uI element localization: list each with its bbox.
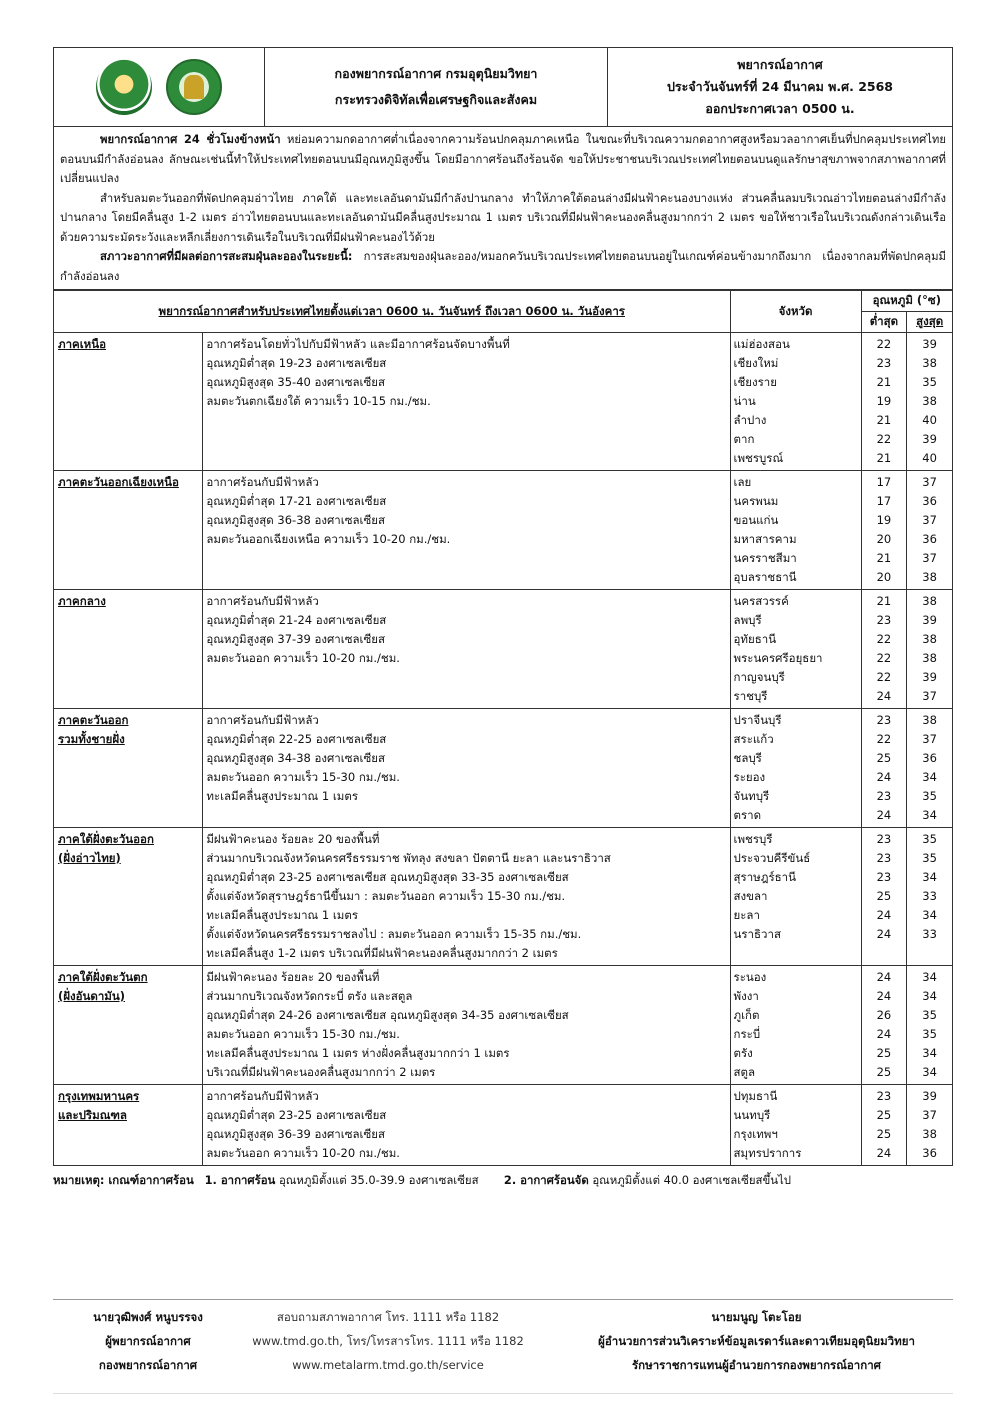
contact-service-link[interactable]: www.metalarm.tmd.go.th/service (292, 1358, 484, 1372)
min-temp-value: 19 (876, 394, 892, 408)
max-temp-value: 36 (922, 751, 937, 765)
province-name: ปราจีนบุรี (733, 713, 782, 727)
logo-area (54, 48, 265, 126)
min-temp-value: 22 (876, 732, 892, 746)
max-temp-value: 37 (922, 689, 937, 703)
min-temp-value: 23 (876, 851, 892, 865)
min-temp-value: 25 (876, 1108, 892, 1122)
province-name: นนทบุรี (733, 1108, 771, 1122)
synopsis-paragraph-3 (60, 247, 946, 286)
min-temp-value: 23 (876, 1089, 892, 1103)
province-name: เพชรบูรณ์ (733, 451, 784, 465)
province-name: เชียงใหม่ (733, 356, 779, 370)
province-cell (730, 966, 861, 1085)
province-name: ยะลา (733, 908, 760, 922)
forecast-line: ลมตะวันออก ความเร็ว 15-30 กม./ชม. (206, 770, 400, 784)
province-name: มหาสารคาม (733, 532, 797, 546)
province-name: นครราชสีมา (733, 551, 797, 565)
table-row (54, 471, 953, 590)
province-name: ตราด (733, 808, 762, 822)
max-temp-value: 37 (922, 551, 937, 565)
min-temp-value: 21 (876, 375, 892, 389)
max-temp-value: 38 (922, 651, 937, 665)
max-temp-value: 37 (922, 1108, 937, 1122)
max-temp-value: 37 (922, 732, 937, 746)
dust-heading: สภาวะอากาศที่มีผลต่อการสะสมฝุ่นละอองในระยะนี้: (100, 250, 353, 263)
region-forecast-cell (203, 709, 730, 828)
min-temp-cell (861, 333, 907, 471)
document-header (53, 47, 953, 127)
forecast-table-body (54, 333, 953, 1166)
forecast-line: มีฝนฟ้าคะนอง ร้อยละ 20 ของพื้นที่ (206, 832, 380, 846)
forecast-line: ตั้งแต่จังหวัดนครศรีธรรมราชลงไป : ลมตะวันออก ความเร็ว 15-35 กม./ชม. (206, 927, 582, 941)
forecast-document (53, 47, 953, 1190)
max-temp-value: 38 (922, 570, 937, 584)
province-name: สมุทรปราการ (733, 1146, 802, 1160)
max-temp-value: 35 (922, 851, 937, 865)
min-temp-value: 19 (876, 513, 892, 527)
min-temp-cell (861, 1085, 907, 1166)
table-row (54, 709, 953, 828)
min-temp-cell (861, 966, 907, 1085)
region-name: ภาคใต้ฝั่งตะวันตก (58, 970, 148, 984)
footer-divider (53, 1299, 953, 1300)
forecast-line: ลมตะวันออก ความเร็ว 10-20 กม./ชม. (206, 1146, 400, 1160)
region-name: ภาคตะวันออก (58, 713, 129, 727)
issue-time: ออกประกาศเวลา 0500 น. (705, 101, 855, 116)
province-name: ตรัง (733, 1046, 753, 1060)
hot-criteria-text: อุณหภูมิตั้งแต่ 35.0-39.9 องศาเซลเซียส (275, 1173, 479, 1187)
province-cell (730, 828, 861, 966)
forecaster-signature (53, 1305, 243, 1377)
forecast-line: ส่วนมากบริเวณจังหวัดนครศรีธรรมราช พัทลุง สงขลา ปัตตานี ยะลา และนราธิวาส (206, 851, 611, 865)
max-temp-value: 36 (922, 494, 937, 508)
max-temp-header: สูงสุด (907, 312, 953, 333)
max-temp-value: 37 (922, 513, 937, 527)
region-forecast-cell (203, 590, 730, 709)
forecast-line: อุณหภูมิต่ำสุด 19-23 องศาเซลเซียส (206, 356, 387, 370)
max-temp-value: 38 (922, 356, 937, 370)
forecast-line: ลมตะวันออก ความเร็ว 15-30 กม./ชม. (206, 1027, 400, 1041)
min-temp-value: 21 (876, 451, 892, 465)
province-name: สระแก้ว (733, 732, 774, 746)
synopsis-text-1: หย่อมความกดอากาศต่ำเนื่องจากความร้อนปกคลุมภาคเหนือ ในขณะที่บริเวณความกดอากาศสูงหรือมวลอากาศเย็นที่ปกคลุมประเทศไทยตอนบนมีกำลังอ่อนลง ลักษณะเช่นนี้ทำให้ประเทศไทยตอนบนมีอุณหภูมิสูงขึ้น โดยมีอากาศร้อนถึงร้อนจัด ขอให้ประชาชนบริเวณประเทศไทยตอนบนดูแลรักษาสุขภาพจากสภาพอากาศที่เปลี่ยนแปลง (60, 133, 946, 185)
province-cell (730, 471, 861, 590)
min-temp-value: 24 (876, 770, 892, 784)
max-temp-cell (907, 471, 953, 590)
province-name: ประจวบคีรีขันธ์ (733, 851, 811, 865)
forecaster-title: ผู้พยากรณ์อากาศ (105, 1334, 191, 1348)
region-subname: (ฝั่งอ่าวไทย) (58, 851, 121, 865)
province-name: ตาก (733, 432, 755, 446)
min-temp-value: 24 (876, 908, 892, 922)
forecast-line: อากาศร้อนโดยทั่วไปกับมีฟ้าหลัว และมีอากาศร้อนจัดบางพื้นที่ (206, 337, 510, 351)
forecast-line: ลมตะวันตกเฉียงใต้ ความเร็ว 10-15 กม./ชม. (206, 394, 431, 408)
province-name: ลำปาง (733, 413, 767, 427)
province-name: อุบลราชธานี (733, 570, 797, 584)
min-temp-value: 22 (876, 432, 892, 446)
max-temp-value: 33 (922, 927, 937, 941)
page-title: พยากรณ์อากาศ (737, 57, 823, 72)
region-name-cell (54, 471, 203, 590)
province-name: ภูเก็ต (733, 1008, 760, 1022)
tmd-logo-icon (166, 59, 222, 115)
director-title: ผู้อำนวยการส่วนวิเคราะห์ข้อมูลเรดาร์และดาวเทียมอุตุนิยมวิทยา (598, 1334, 915, 1348)
province-name: นครพนม (733, 494, 779, 508)
max-temp-value: 36 (922, 532, 937, 546)
contact-phone: สอบถามสภาพอากาศ โทร. 1111 หรือ 1182 (276, 1310, 500, 1324)
min-temp-value: 20 (876, 570, 892, 584)
forecast-line: อุณหภูมิสูงสุด 35-40 องศาเซลเซียส (206, 375, 386, 389)
min-temp-value: 25 (876, 1046, 892, 1060)
province-name: ชลบุรี (733, 751, 762, 765)
forecast-line: อุณหภูมิต่ำสุด 23-25 องศาเซลเซียส อุณหภูมิสูงสุด 33-35 องศาเซลเซียส (206, 870, 569, 884)
forecast-line: อุณหภูมิสูงสุด 37-39 องศาเซลเซียส (206, 632, 386, 646)
max-temp-value: 40 (922, 451, 937, 465)
forecast-line: อากาศร้อนกับมีฟ้าหลัว (206, 475, 319, 489)
region-name-cell (54, 590, 203, 709)
region-name: ภาคกลาง (58, 594, 106, 608)
director-name: นายมนูญ โตะโอย (711, 1310, 802, 1324)
forecast-line: ลมตะวันออก ความเร็ว 10-20 กม./ชม. (206, 651, 400, 665)
min-temp-value: 20 (876, 532, 892, 546)
forecast-line: อากาศร้อนกับมีฟ้าหลัว (206, 594, 319, 608)
min-temp-value: 24 (876, 1027, 892, 1041)
forecast-line: บริเวณที่มีฝนฟ้าคะนองคลื่นสูงมากกว่า 2 เมตร (206, 1065, 436, 1079)
max-temp-cell (907, 966, 953, 1085)
max-temp-value: 37 (922, 475, 937, 489)
max-temp-cell (907, 1085, 953, 1166)
min-temp-value: 24 (876, 808, 892, 822)
footnote (53, 1172, 953, 1190)
min-temp-value: 23 (876, 832, 892, 846)
province-name: กระบี่ (733, 1027, 761, 1041)
min-temp-value: 17 (876, 475, 892, 489)
min-temp-cell (861, 590, 907, 709)
max-temp-value: 35 (922, 832, 937, 846)
min-temp-value: 22 (876, 670, 892, 684)
min-temp-value: 21 (876, 413, 892, 427)
very-hot-criteria-label: 2. อากาศร้อนจัด (503, 1173, 589, 1187)
forecast-line: ทะเลมีคลื่นสูงประมาณ 1 เมตร ห่างฝั่งคลื่นสูงมากกว่า 1 เมตร (206, 1046, 510, 1060)
forecast-line: อุณหภูมิต่ำสุด 24-26 องศาเซลเซียส อุณหภูมิสูงสุด 34-35 องศาเซลเซียส (206, 1008, 569, 1022)
forecast-date: ประจำวันจันทร์ที่ 24 มีนาคม พ.ศ. 2568 (666, 79, 893, 94)
province-name: ลพบุรี (733, 613, 762, 627)
forecast-table (53, 290, 953, 1166)
forecast-line: อุณหภูมิสูงสุด 34-38 องศาเซลเซียส (206, 751, 386, 765)
max-temp-value: 35 (922, 1008, 937, 1022)
forecast-line: ทะเลมีคลื่นสูงประมาณ 1 เมตร (206, 789, 359, 803)
max-temp-value: 35 (922, 789, 937, 803)
forecast-line: อุณหภูมิต่ำสุด 21-24 องศาเซลเซียส (206, 613, 387, 627)
province-name: กรุงเทพฯ (733, 1127, 778, 1141)
min-temp-value: 25 (876, 1127, 892, 1141)
province-name: จันทบุรี (733, 789, 770, 803)
min-temp-value: 23 (876, 713, 892, 727)
max-temp-value: 40 (922, 413, 937, 427)
min-temp-value: 23 (876, 613, 892, 627)
synopsis-text-2: สำหรับลมตะวันออกที่พัดปกคลุมอ่าวไทย ภาคใต้ และทะเลอันดามันมีกำลังปานกลาง ทำให้ภาคใต้ตอนล่างมีฝนฟ้าคะนองบางแห่ง ส่วนคลื่นลมบริเวณอ่าวไทยตอนล่างมีกำลังปานกลาง โดยมีคลื่นสูง 1-2 เมตร อ่าวไทยตอนบนและทะเลอันดามันมีคลื่นสูงประมาณ 1 เมตร บริเวณที่มีฝนฟ้าคะนองคลื่นสูงมากกว่า 2 เมตร ขอให้ชาวเรือในบริเวณดังกล่าวเดินเรือด้วยความระมัดระวังและหลีกเลี่ยงการเดินเรือในบริเวณที่มีฝนฟ้าคะนองไว้ด้วย (60, 191, 946, 244)
province-cell (730, 709, 861, 828)
table-row (54, 333, 953, 471)
min-temp-cell (861, 709, 907, 828)
region-subname: (ฝั่งอันดามัน) (58, 989, 126, 1003)
department-block (265, 48, 608, 126)
forecast-line: ทะเลมีคลื่นสูงประมาณ 1 เมตร (206, 908, 359, 922)
region-subname: และปริมณฑล (58, 1108, 127, 1122)
max-temp-value: 38 (922, 713, 937, 727)
region-name: ภาคเหนือ (58, 337, 107, 351)
max-temp-value: 39 (922, 670, 937, 684)
max-temp-value: 33 (922, 889, 937, 903)
region-name: ภาคตะวันออกเฉียงเหนือ (58, 475, 179, 489)
max-temp-cell (907, 333, 953, 471)
max-temp-value: 34 (922, 808, 937, 822)
max-temp-value: 34 (922, 1046, 937, 1060)
max-temp-value: 35 (922, 1027, 937, 1041)
region-name-cell (54, 1085, 203, 1166)
min-temp-value: 21 (876, 594, 892, 608)
forecast-line: อุณหภูมิสูงสุด 36-38 องศาเซลเซียส (206, 513, 386, 527)
province-name: สงขลา (733, 889, 768, 903)
province-name: เพชรบุรี (733, 832, 773, 846)
province-name: ขอนแก่น (733, 513, 779, 527)
temperature-header: อุณหภูมิ (°ซ) (861, 291, 952, 312)
region-subname: รวมทั้งชายฝั่ง (58, 732, 125, 746)
min-temp-value: 26 (876, 1008, 892, 1022)
region-forecast-cell (203, 333, 730, 471)
max-temp-cell (907, 709, 953, 828)
title-block (608, 48, 952, 126)
table-row (54, 966, 953, 1085)
max-temp-value: 39 (922, 337, 937, 351)
forecaster-name: นายวุฒิพงศ์ หนูบรรจง (93, 1310, 203, 1324)
min-temp-value: 25 (876, 751, 892, 765)
province-name: เชียงราย (733, 375, 777, 389)
max-temp-value: 39 (922, 1089, 937, 1103)
min-temp-value: 17 (876, 494, 892, 508)
max-temp-value: 34 (922, 1065, 937, 1079)
min-temp-value: 23 (876, 870, 892, 884)
table-row (54, 590, 953, 709)
max-temp-cell (907, 590, 953, 709)
max-temp-value: 38 (922, 1127, 937, 1141)
region-name-cell (54, 966, 203, 1085)
region-forecast-cell (203, 1085, 730, 1166)
forecast-line: ลมตะวันออกเฉียงเหนือ ความเร็ว 10-20 กม./ชม. (206, 532, 451, 546)
min-temp-value: 23 (876, 789, 892, 803)
province-cell (730, 1085, 861, 1166)
min-temp-value: 22 (876, 337, 892, 351)
region-name: กรุงเทพมหานคร (58, 1089, 140, 1103)
very-hot-criteria-text: อุณหภูมิตั้งแต่ 40.0 องศาเซลเซียสขึ้นไป (588, 1173, 791, 1187)
region-name: ภาคใต้ฝั่งตะวันออก (58, 832, 154, 846)
province-name: เลย (733, 475, 752, 489)
province-header: จังหวัด (730, 291, 861, 333)
forecaster-dept: กองพยากรณ์อากาศ (98, 1358, 198, 1372)
max-temp-value: 38 (922, 632, 937, 646)
synopsis-heading: พยากรณ์อากาศ 24 ชั่วโมงข้างหน้า (100, 133, 281, 146)
max-temp-value: 34 (922, 989, 937, 1003)
min-temp-value: 22 (876, 651, 892, 665)
min-temp-value: 21 (876, 551, 892, 565)
min-temp-header: ต่ำสุด (861, 312, 907, 333)
max-temp-value: 34 (922, 970, 937, 984)
min-temp-value: 23 (876, 356, 892, 370)
region-forecast-cell (203, 471, 730, 590)
forecast-line: อุณหภูมิต่ำสุด 23-25 องศาเซลเซียส (206, 1108, 387, 1122)
province-name: นครสวรรค์ (733, 594, 789, 608)
synopsis (53, 127, 953, 290)
footnote-label: หมายเหตุ: เกณฑ์อากาศร้อน (53, 1173, 194, 1187)
min-temp-value: 22 (876, 632, 892, 646)
department-name: กองพยากรณ์อากาศ กรมอุตุนิยมวิทยา (334, 66, 538, 81)
table-row (54, 1085, 953, 1166)
max-temp-cell (907, 828, 953, 966)
province-name: อุทัยธานี (733, 632, 777, 646)
province-name: ระนอง (733, 970, 767, 984)
forecast-line: ส่วนมากบริเวณจังหวัดกระบี่ ตรัง และสตูล (206, 989, 413, 1003)
min-temp-value: 25 (876, 1065, 892, 1079)
province-name: แม่ฮ่องสอน (733, 337, 790, 351)
dust-text: การสะสมของฝุ่นละออง/หมอกควันบริเวณประเทศไทยตอนบนอยู่ในเกณฑ์ค่อนข้างมากถึงมาก เนื่องจากลมที่พัดปกคลุมมีกำลังอ่อนลง (60, 250, 946, 283)
max-temp-value: 36 (922, 1146, 937, 1160)
synopsis-paragraph-2 (60, 189, 946, 248)
contact-website[interactable]: www.tmd.go.th, โทร/โทรสารโทร. 1111 หรือ 1182 (252, 1334, 524, 1348)
max-temp-value: 38 (922, 594, 937, 608)
director-acting-title: รักษาราชการแทนผู้อำนวยการกองพยากรณ์อากาศ (632, 1358, 881, 1372)
forecast-line: ตั้งแต่จังหวัดสุราษฎร์ธานีขึ้นมา : ลมตะวันออก ความเร็ว 15-30 กม./ชม. (206, 889, 566, 903)
max-temp-value: 39 (922, 613, 937, 627)
max-temp-value: 34 (922, 908, 937, 922)
province-name: สตูล (733, 1065, 756, 1079)
forecast-line: มีฝนฟ้าคะนอง ร้อยละ 20 ของพื้นที่ (206, 970, 380, 984)
max-temp-value: 39 (922, 432, 937, 446)
page-bottom-divider (53, 1393, 953, 1394)
hot-criteria-label: 1. อากาศร้อน (204, 1173, 276, 1187)
province-name: สุราษฎร์ธานี (733, 870, 796, 884)
min-temp-cell (861, 828, 907, 966)
min-temp-value: 24 (876, 1146, 892, 1160)
forecast-line: อุณหภูมิต่ำสุด 17-21 องศาเซลเซียส (206, 494, 387, 508)
province-name: ปทุมธานี (733, 1089, 778, 1103)
ministry-logo-icon (96, 59, 152, 115)
max-temp-value: 34 (922, 870, 937, 884)
min-temp-value: 24 (876, 689, 892, 703)
province-name: น่าน (733, 394, 756, 408)
forecast-line: อากาศร้อนกับมีฟ้าหลัว (206, 1089, 319, 1103)
min-temp-value: 24 (876, 970, 892, 984)
province-name: นราธิวาส (733, 927, 781, 941)
ministry-name: กระทรวงดิจิทัลเพื่อเศรษฐกิจและสังคม (334, 92, 538, 107)
region-name-cell (54, 828, 203, 966)
province-name: ระยอง (733, 770, 766, 784)
contact-info (243, 1305, 533, 1377)
forecast-line: ทะเลมีคลื่นสูง 1-2 เมตร บริเวณที่มีฝนฟ้าคะนองคลื่นสูงมากกว่า 2 เมตร (206, 946, 558, 960)
region-name-cell (54, 333, 203, 471)
table-row (54, 828, 953, 966)
synopsis-paragraph-1 (60, 130, 946, 189)
region-forecast-cell (203, 828, 730, 966)
forecast-line: อากาศร้อนกับมีฟ้าหลัว (206, 713, 319, 727)
max-temp-value: 35 (922, 375, 937, 389)
min-temp-value: 25 (876, 889, 892, 903)
region-name-cell (54, 709, 203, 828)
province-cell (730, 590, 861, 709)
director-signature (560, 1305, 953, 1377)
region-forecast-cell (203, 966, 730, 1085)
max-temp-value: 34 (922, 770, 937, 784)
province-name: ราชบุรี (733, 689, 768, 703)
min-temp-cell (861, 471, 907, 590)
min-temp-value: 24 (876, 989, 892, 1003)
province-name: กาญจนบุรี (733, 670, 785, 684)
province-name: พังงา (733, 989, 759, 1003)
max-temp-value: 38 (922, 394, 937, 408)
province-cell (730, 333, 861, 471)
forecast-line: อุณหภูมิต่ำสุด 22-25 องศาเซลเซียส (206, 732, 387, 746)
min-temp-value: 24 (876, 927, 892, 941)
forecast-table-title: พยากรณ์อากาศสำหรับประเทศไทยตั้งแต่เวลา 0600 น. วันจันทร์ ถึงเวลา 0600 น. วันอังคาร (54, 291, 731, 333)
forecast-line: อุณหภูมิสูงสุด 36-39 องศาเซลเซียส (206, 1127, 386, 1141)
province-name: พระนครศรีอยุธยา (733, 651, 823, 665)
